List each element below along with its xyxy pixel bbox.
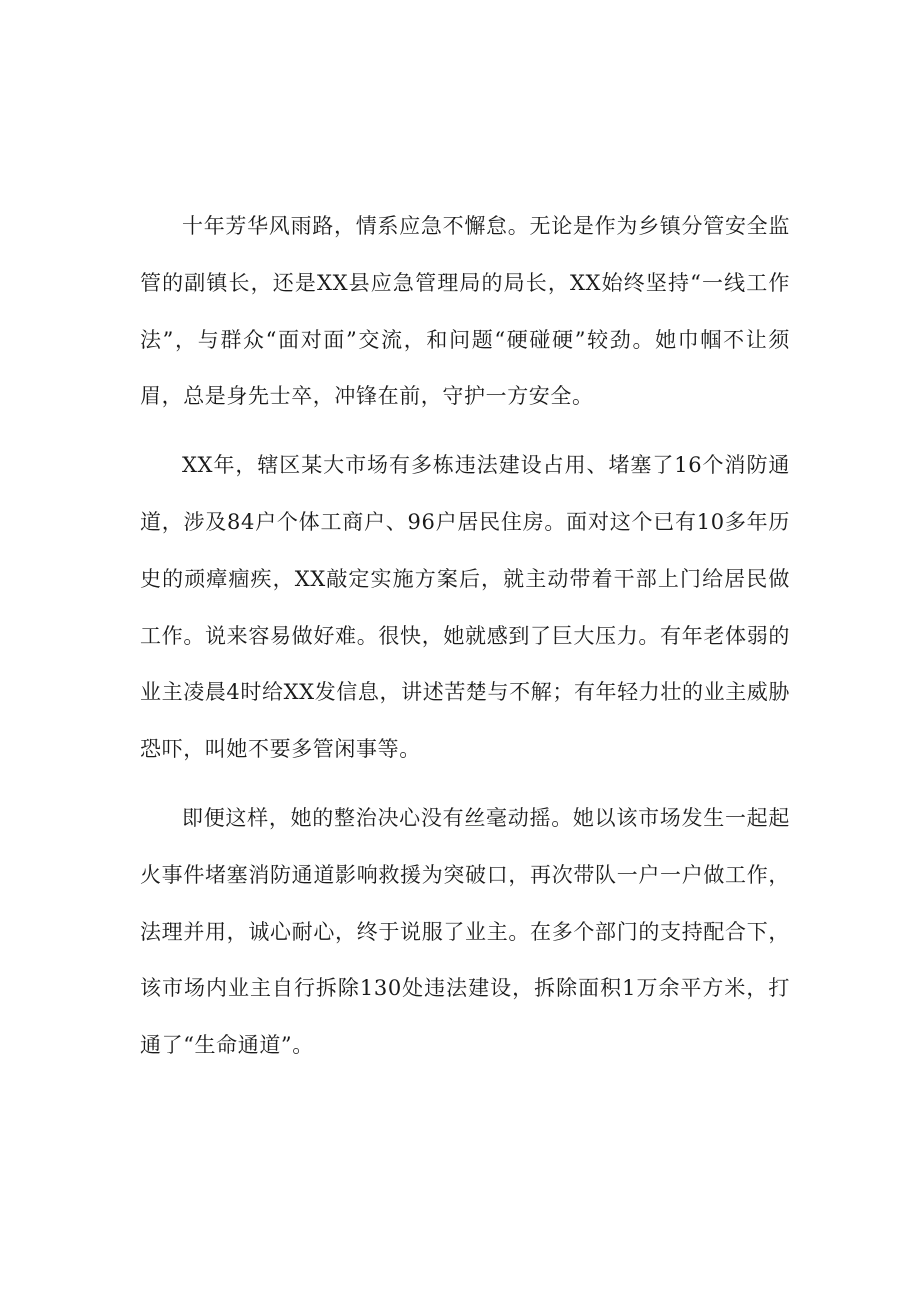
paragraph-3: 即便这样，她的整治决心没有丝毫动摇。她以该市场发生一起起火事件堵塞消防通道影响救援为突破口，再次带队一户一户做工作，法理并用，诚心耐心，终于说服了业主。在多个部门的支持配合下，该市场内业主自行拆除130处违法建设，拆除面积1万余平方米，打通了“生命通道”。 — [140, 805, 790, 1058]
paragraph-1: 十年芳华风雨路，情系应急不懈怠。无论是作为乡镇分管安全监管的副镇长，还是XX县应急管理局的局长，XX始终坚持“一线工作法”，与群众“面对面”交流，和问题“硬碰硬”较劲。她巾帼不让须眉，总是身先士卒，冲锋在前，守护一方安全。 — [140, 214, 790, 409]
document-body — [140, 198, 790, 1074]
paragraph-2: XX年，辖区某大市场有多栋违法建设占用、堵塞了16个消防通道，涉及84户个体工商户、96户居民住房。面对这个已有10多年历史的顽瘴痼疾，XX敲定实施方案后，就主动带着干部上门给居民做工作。说来容易做好难。很快，她就感到了巨大压力。有年老体弱的业主凌晨4时给XX发信息，讲述苦楚与不解；有年轻力壮的业主威胁恐吓，叫她不要多管闲事等。 — [140, 453, 790, 762]
